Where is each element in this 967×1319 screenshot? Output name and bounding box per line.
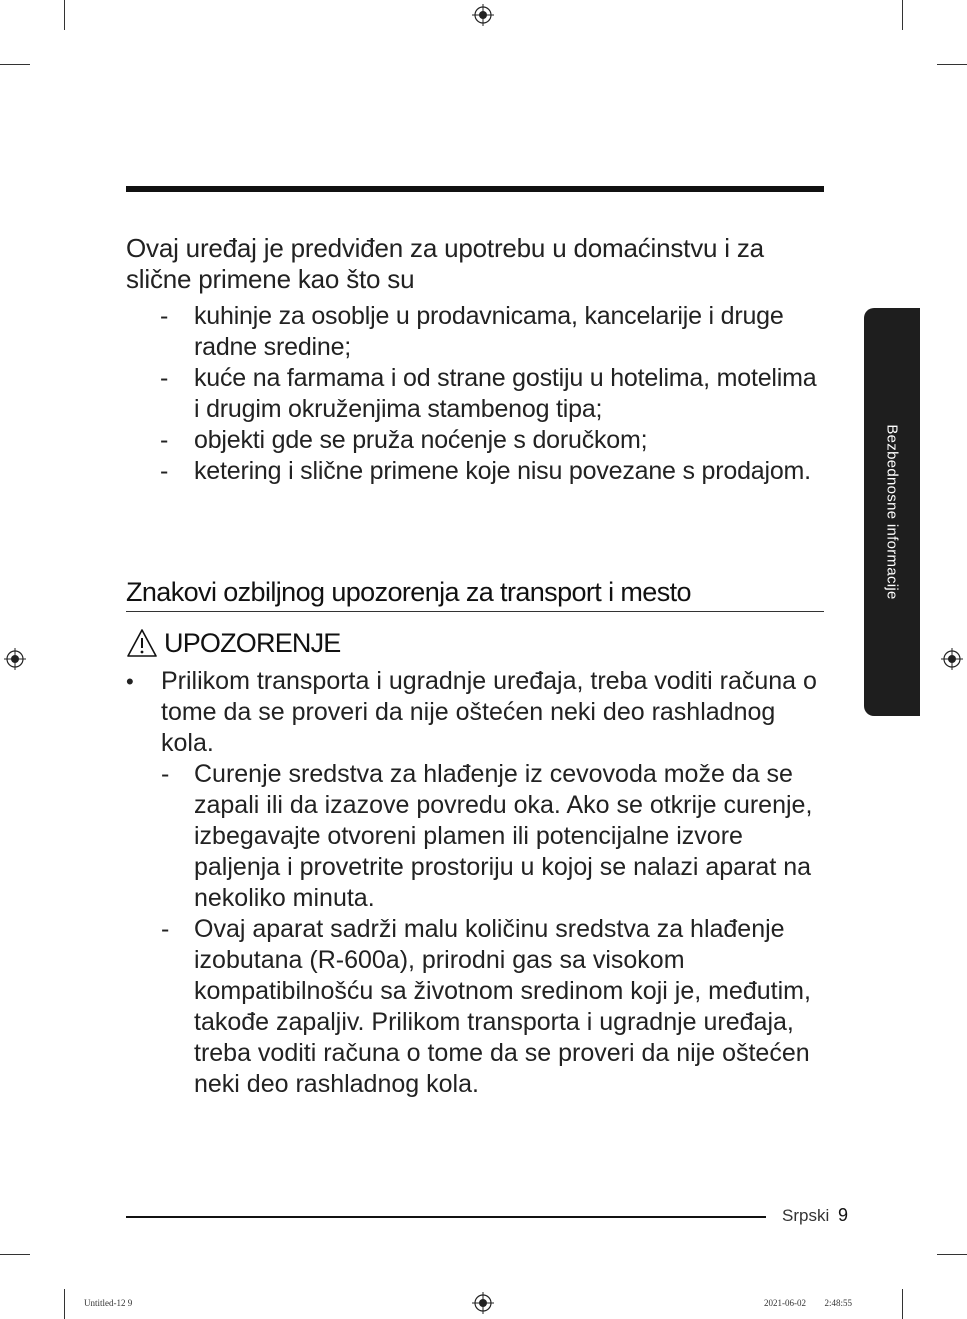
registration-mark-icon bbox=[472, 1292, 494, 1314]
registration-mark-icon bbox=[472, 4, 494, 26]
warning-heading bbox=[126, 626, 341, 660]
warning-label: UPOZORENJE bbox=[164, 627, 341, 658]
registration-mark-icon bbox=[4, 648, 26, 670]
list-item-text: kuće na farmama i od strane gostiju u hotelima, motelima i drugim okruženjima stambenog tipa; bbox=[194, 364, 817, 423]
intro-section bbox=[126, 233, 826, 487]
footer-language: Srpski bbox=[782, 1206, 830, 1225]
print-file-name: Untitled-12 9 bbox=[84, 1298, 133, 1308]
sub-list bbox=[161, 759, 826, 1100]
list-marker: - bbox=[160, 302, 169, 330]
list-item-text: ketering i slične primene koje nisu povezane s prodajom. bbox=[194, 457, 811, 485]
list-marker: - bbox=[160, 457, 169, 485]
bullet-text: Prilikom transporta i ugradnje uređaja, treba voditi računa o tome da se proveri da nije oštećen neki deo rashladnog kola. bbox=[161, 667, 817, 757]
side-tab bbox=[864, 308, 920, 716]
page-number: 9 bbox=[838, 1205, 849, 1225]
intro-list bbox=[126, 301, 826, 487]
list-item-text: kuhinje za osoblje u prodavnicama, kancelarije i druge radne sredine; bbox=[194, 302, 784, 361]
list-item-text: objekti gde se pruža noćenje s doručkom; bbox=[194, 426, 648, 454]
warning-content bbox=[126, 666, 826, 1100]
intro-lead: Ovaj uređaj je predviđen za upotrebu u domaćinstvu i za slične primene kao što su bbox=[126, 233, 764, 294]
crop-mark bbox=[937, 1254, 967, 1255]
footer-rule bbox=[126, 1216, 766, 1218]
list-item bbox=[126, 363, 826, 425]
list-item bbox=[126, 301, 826, 363]
crop-mark bbox=[64, 1289, 65, 1319]
sub-item bbox=[161, 914, 826, 1100]
list-item bbox=[126, 425, 826, 456]
registration-mark-icon bbox=[941, 648, 963, 670]
bullet-list bbox=[126, 666, 826, 1100]
sub-item-text: Ovaj aparat sadrži malu količinu sredstva za hlađenje izobutana (R-600a), prirodni gas sa visokom kompatibilnošću sa životnom sredinom koji je, međutim, takođe zapaljiv. Prilikom transporta i ugradnje uređaja, treba voditi računa o tome da se proveri da nije oštećen neki deo rashladnog kola. bbox=[194, 915, 811, 1098]
print-date: 2021-06-02 ￿￿ 2:48:55 bbox=[764, 1298, 852, 1308]
crop-mark bbox=[64, 0, 65, 30]
sub-marker: - bbox=[161, 760, 170, 788]
bullet-marker: • bbox=[126, 669, 134, 694]
crop-mark bbox=[902, 1289, 903, 1319]
crop-mark bbox=[0, 1254, 30, 1255]
section-title: Znakovi ozbiljnog upozorenja za transport i mesto bbox=[126, 575, 824, 612]
list-marker: - bbox=[160, 364, 169, 392]
crop-mark bbox=[937, 64, 967, 65]
side-tab-label: Bezbednosne informacije bbox=[883, 424, 901, 600]
header-rule bbox=[126, 186, 824, 192]
sub-item bbox=[161, 759, 826, 914]
warning-triangle-icon bbox=[126, 628, 158, 658]
crop-mark bbox=[902, 0, 903, 30]
bullet-item bbox=[126, 666, 826, 1100]
list-marker: - bbox=[160, 426, 169, 454]
sub-marker: - bbox=[161, 915, 170, 943]
sub-item-text: Curenje sredstva za hlađenje iz cevovoda može da se zapali ili da izazove povredu oka. Ako se otkrije curenje, izbegavajte otvoreni plamen ili potencijalne izvore paljenja i provetrite prostoriju u kojoj se nalazi aparat na nekoliko minuta. bbox=[194, 760, 813, 912]
crop-mark bbox=[0, 64, 30, 65]
list-item bbox=[126, 456, 826, 487]
